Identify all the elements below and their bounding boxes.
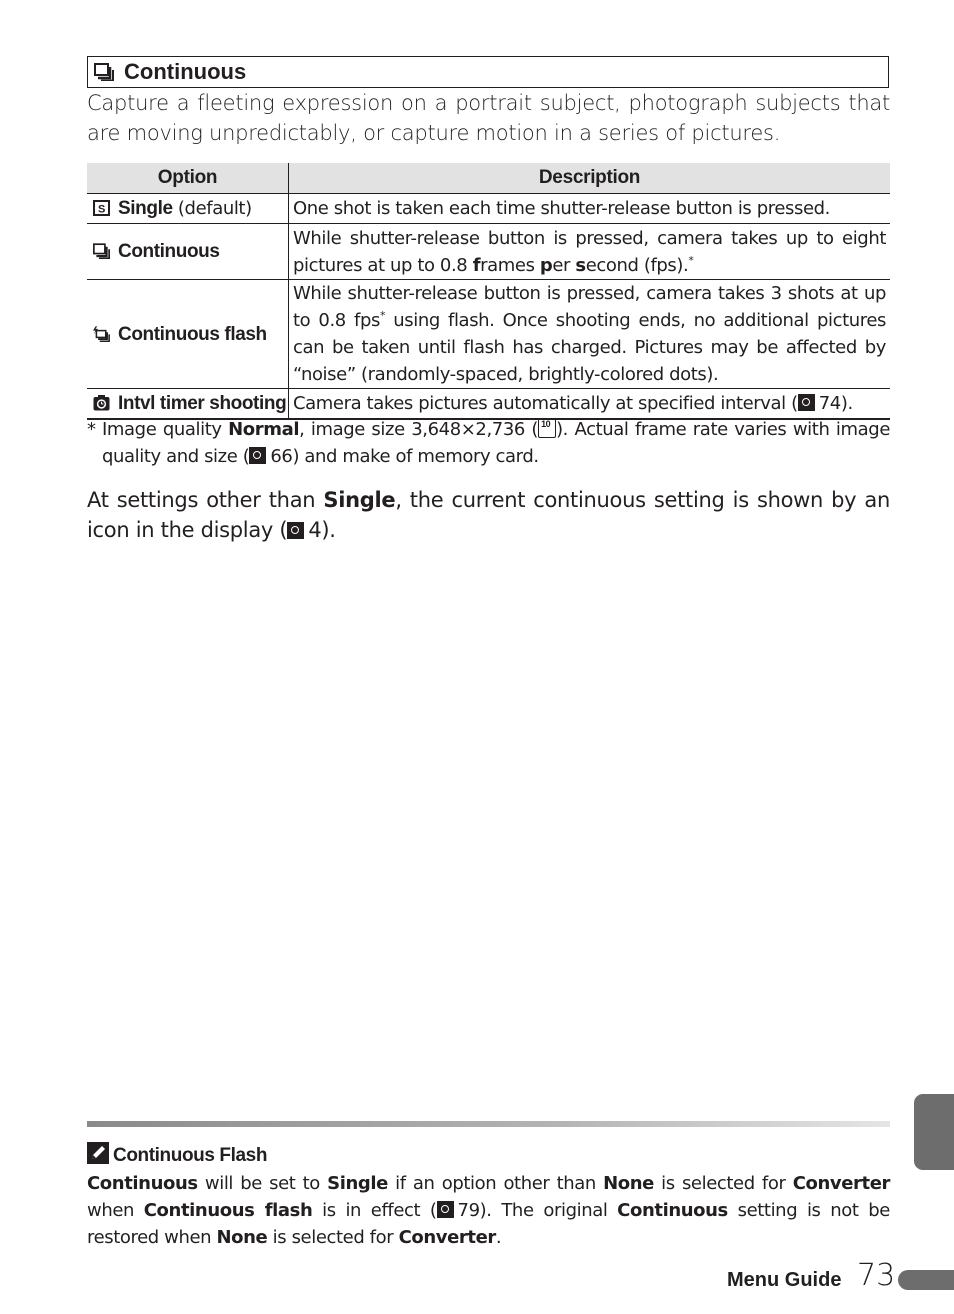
single-frame-icon <box>93 200 110 216</box>
page-reference-icon <box>287 522 304 539</box>
page-reference-icon <box>798 394 815 411</box>
fps-letter-p: p <box>539 254 553 276</box>
options-table <box>87 163 890 420</box>
table-row-continuous <box>87 224 890 280</box>
footnote-bold: Normal <box>228 419 300 440</box>
continuous-flash-icon <box>93 326 110 342</box>
footnote-text-part: ). Actual frame rate varies with image quality and size ( <box>102 419 890 467</box>
description-text: using flash. Once shooting ends, no additional pictures can be taken until flash has charged. Pictures may be affected by “noise” (randomly-spaced, brightly-colored dots). <box>293 310 886 385</box>
note-bold: Single <box>327 1173 388 1194</box>
image-size-10m-icon <box>538 418 556 438</box>
option-suffix: (default) <box>172 198 252 219</box>
page-reference-number: 66 <box>270 446 293 467</box>
table-row-interval-timer <box>87 389 890 420</box>
note-bold: Continuous <box>87 1173 198 1194</box>
page-reference-icon <box>437 1201 454 1218</box>
note-text: . <box>495 1227 502 1248</box>
footnote-text-part: ) and make of memory card. <box>292 446 539 467</box>
column-header-option: Option <box>87 163 289 194</box>
paragraph-text: At settings other than <box>87 488 324 512</box>
interval-timer-icon <box>93 395 110 411</box>
option-name: Single <box>118 198 173 219</box>
note-pencil-icon <box>87 1142 109 1164</box>
page-number: 73 <box>857 1258 896 1293</box>
page-reference-number: 79 <box>457 1200 480 1221</box>
note-bold: Converter <box>792 1173 890 1194</box>
note-text: when <box>87 1200 144 1221</box>
chapter-side-tab <box>914 1094 954 1170</box>
note-bold: Continuous flash <box>143 1200 313 1221</box>
footnote-mark: * <box>379 309 386 322</box>
note-bold: None <box>603 1173 654 1194</box>
footer-tab <box>898 1270 954 1290</box>
footnote-mark: * <box>688 253 694 267</box>
description-cell: One shot is taken each time shutter-release button is pressed. <box>289 194 891 224</box>
note-bold: None <box>216 1227 268 1248</box>
page-reference-number: 4 <box>308 518 322 542</box>
description-cell <box>289 389 891 420</box>
note-body <box>87 1170 890 1251</box>
description-text: Camera takes pictures automatically at specified interval ( <box>293 393 798 414</box>
section-heading <box>87 56 889 88</box>
footnote-mark: * <box>87 419 96 440</box>
footer-section-label: Menu Guide <box>727 1269 842 1291</box>
table-row-continuous-flash <box>87 280 890 389</box>
section-intro: Capture a fleeting expression on a portrait subject, photograph subjects that are moving unpredictably, or capture motion in a series of pictures. <box>87 91 890 145</box>
page-reference-number: 74 <box>818 393 841 414</box>
footnote-text-part: , image size 3,648×2,736 ( <box>299 419 539 440</box>
settings-paragraph <box>87 485 890 545</box>
description-text: rames <box>480 254 540 276</box>
note-text: is selected for <box>653 1173 793 1194</box>
description-cell <box>289 224 891 280</box>
footnote-text <box>87 416 890 470</box>
description-text: er <box>552 254 576 276</box>
table-footnote <box>87 416 890 470</box>
note-divider <box>87 1121 890 1127</box>
note-bold: Converter <box>398 1227 496 1248</box>
note-text: setting is not be restored when <box>87 1200 890 1248</box>
note-text: is in effect ( <box>312 1200 437 1221</box>
description-text: While shutter-release button is pressed, camera takes up to eight pictures at up to 0.8 <box>293 227 886 276</box>
note-title <box>87 1142 267 1169</box>
option-name: Continuous flash <box>118 323 267 345</box>
option-cell <box>87 389 289 420</box>
option-cell <box>87 224 289 280</box>
option-name: Intvl timer shooting <box>118 393 287 414</box>
option-name: Continuous <box>118 241 220 262</box>
section-title: Continuous <box>124 59 247 84</box>
description-text: While shutter-release button is pressed, camera takes 3 shots at up to 0.8 fps <box>293 283 886 331</box>
table-row-single <box>87 194 890 224</box>
note-text: ). The original <box>479 1200 618 1221</box>
fps-letter-f: f <box>472 254 481 276</box>
column-header-description: Description <box>289 163 891 194</box>
page-reference-icon <box>249 447 266 464</box>
note-text: is selected for <box>267 1227 399 1248</box>
option-cell <box>87 194 289 224</box>
paragraph-text: , the current continuous setting is shown by an icon in the display ( <box>87 488 890 542</box>
paragraph-text: ). <box>321 518 336 542</box>
note-text: will be set to <box>197 1173 328 1194</box>
note-title-text: Continuous Flash <box>113 1145 268 1166</box>
svg-text:S: S <box>98 203 105 216</box>
option-cell <box>87 280 289 389</box>
continuous-shooting-icon <box>93 243 110 259</box>
continuous-shooting-icon <box>94 63 114 81</box>
description-text: econd (fps). <box>585 254 689 276</box>
footnote-text-part: Image quality <box>102 419 229 440</box>
note-bold: Continuous <box>617 1200 728 1221</box>
table-header-row <box>87 163 890 194</box>
fps-letter-s: s <box>575 254 586 276</box>
note-text: if an option other than <box>387 1173 604 1194</box>
description-text: ). <box>840 393 853 414</box>
description-cell <box>289 280 891 389</box>
paragraph-bold: Single <box>323 488 396 512</box>
